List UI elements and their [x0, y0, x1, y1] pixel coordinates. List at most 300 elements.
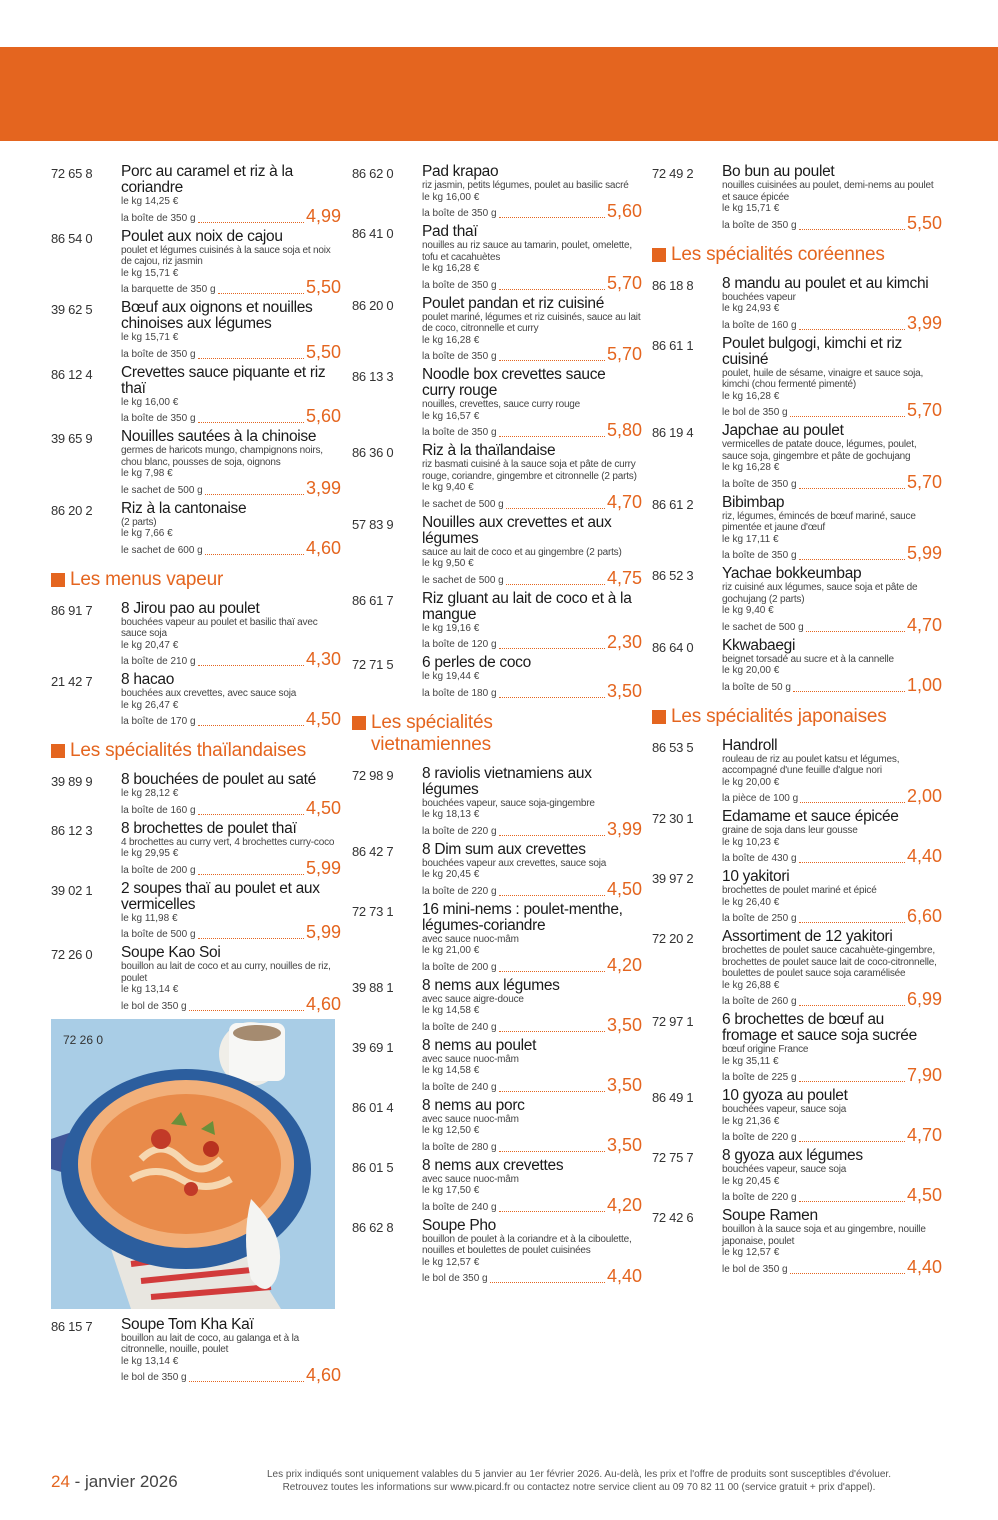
product-code: 86 15 7 [51, 1318, 93, 1334]
product-code: 21 42 7 [51, 674, 93, 689]
product-name: Poulet aux noix de cajou [121, 227, 283, 245]
product-code: 72 71 5 [352, 657, 394, 672]
unit-label: la boîte de 350 g [422, 208, 497, 219]
unit-label: la boîte de 260 g [722, 996, 797, 1007]
product-desc: bouchées vapeur, sauce soja-gingembre [422, 797, 595, 809]
price: 4,40 [606, 1266, 642, 1286]
price-per-kg: le kg 19,16 € [422, 622, 480, 634]
product-item [652, 929, 942, 1008]
unit-label: la boîte de 50 g [722, 681, 791, 693]
soup-photo [51, 1019, 335, 1309]
product-item [51, 429, 341, 497]
unit-label: le sachet de 500 g [722, 621, 804, 633]
product-code: 72 42 6 [652, 1210, 694, 1225]
dot-leader [800, 802, 905, 803]
product-desc: vermicelles de patate douce, légumes, poulet, sauce soja, gingembre et pâte de gochujang [722, 439, 917, 462]
price-per-kg: le kg 11,98 € [121, 912, 178, 924]
dot-leader [198, 874, 304, 875]
dot-leader [799, 862, 905, 863]
product-name: 8 nems au porc [422, 1096, 525, 1114]
dot-leader [499, 971, 605, 972]
product-code: 39 69 1 [352, 1039, 394, 1055]
price-per-kg: le kg 9,40 € [422, 482, 474, 493]
product-item [652, 276, 942, 332]
unit-label: la boîte de 350 g [121, 212, 196, 224]
product-item [352, 655, 642, 700]
price: 4,50 [305, 709, 341, 729]
product-item [652, 566, 942, 634]
unit-label: la boîte de 350 g [722, 478, 797, 490]
product-code: 86 61 1 [652, 337, 694, 353]
product-name: 8 hacao [121, 671, 175, 688]
unit-label: la boîte de 350 g [422, 351, 497, 362]
unit-label: la boîte de 200 g [422, 961, 497, 973]
price-per-kg: le kg 15,71 € [722, 203, 780, 214]
dot-leader [499, 835, 605, 836]
price-per-kg: le kg 12,57 € [722, 1247, 780, 1258]
price-per-kg: le kg 7,66 € [121, 528, 173, 539]
product-name: 8 mandu au poulet et au kimchi [722, 274, 929, 292]
section-title: Les spécialités thaïlandaises [70, 740, 307, 761]
unit-label: le bol de 350 g [121, 1372, 187, 1383]
dot-leader [793, 691, 905, 692]
product-name: Noodle box crevettes sauce curry rouge [422, 366, 606, 399]
product-name: 8 brochettes de poulet thaï [121, 819, 297, 837]
product-code: 39 65 9 [51, 431, 93, 446]
product-name: Assortiment de 12 yakitori [722, 928, 893, 945]
section-title: Les menus vapeur [70, 568, 224, 590]
dot-leader [499, 1091, 605, 1092]
price: 4,50 [906, 1185, 942, 1205]
product-item [352, 766, 642, 838]
product-item [652, 495, 942, 563]
product-item [652, 1088, 942, 1144]
unit-label: la boîte de 120 g [422, 639, 497, 650]
product-item [352, 1038, 642, 1094]
unit-label: la boîte de 220 g [722, 1192, 797, 1203]
product-code: 86 20 0 [352, 297, 394, 313]
product-code: 72 30 1 [652, 811, 694, 826]
product-desc: bouillon au lait de coco et au curry, nouilles de riz, poulet [121, 961, 331, 984]
price: 5,50 [305, 341, 341, 362]
unit-label: le bol de 350 g [722, 407, 788, 418]
dot-leader [806, 631, 905, 632]
product-name: 8 nems aux légumes [422, 976, 560, 994]
product-name: Crevettes sauce piquante et riz thaï [121, 363, 326, 397]
product-code: 86 64 0 [652, 639, 694, 655]
product-name: 8 nems aux crevettes [422, 1156, 564, 1174]
dot-leader [499, 1211, 605, 1212]
section-title: Les spécialités coréennes [671, 243, 885, 265]
product-name: Riz gluant au lait de coco et à la mangue [422, 589, 632, 623]
product-desc: 4 brochettes au curry vert, 4 brochettes curry-coco [121, 836, 335, 848]
price: 5,99 [906, 543, 942, 563]
price-per-kg: le kg 20,00 € [722, 776, 780, 788]
product-item [51, 300, 341, 361]
product-item [51, 945, 341, 1013]
product-code: 86 61 7 [352, 592, 394, 608]
section-title: Les spécialités japonaises [671, 705, 887, 727]
product-code: 86 91 7 [51, 602, 93, 618]
price: 5,60 [606, 201, 642, 221]
dot-leader [198, 222, 304, 223]
dot-leader [499, 1151, 605, 1152]
product-item [352, 591, 642, 652]
dot-leader [799, 922, 905, 923]
price-per-kg: le kg 26,47 € [121, 699, 179, 711]
product-desc: bouillon de poulet à la coriandre et à la ciboulette, nouilles et boulettes de poulet cuisinées [422, 1233, 632, 1256]
unit-label: la boîte de 160 g [722, 319, 797, 331]
price-per-kg: le kg 29,95 € [121, 848, 179, 859]
price: 4,30 [305, 649, 341, 669]
product-code: 72 98 9 [352, 767, 394, 783]
page-number [51, 1472, 178, 1492]
unit-label: la boîte de 350 g [722, 219, 797, 231]
unit-label: le sachet de 500 g [422, 498, 504, 510]
price: 2,30 [606, 632, 642, 652]
product-name: 8 raviolis vietnamiens aux légumes [422, 764, 592, 798]
unit-label: la boîte de 225 g [722, 1072, 797, 1083]
price-per-kg: le kg 15,71 € [121, 267, 179, 279]
dot-leader [499, 436, 605, 437]
product-code: 86 62 0 [352, 166, 394, 181]
product-desc: riz, légumes, émincés de bœuf mariné, sauce pimentée et jaune d'œuf [722, 510, 916, 533]
product-item [352, 902, 642, 974]
dot-leader [218, 293, 304, 294]
product-desc: poulet mariné, légumes et riz cuisinés, sauce au lait de coco, citronnelle et curry [422, 311, 641, 334]
product-desc: avec sauce nuoc-mâm [422, 1173, 519, 1185]
product-desc: brochettes de poulet sauce cacahuète-gingembre, brochettes de poulet sauce lait de coco-citronnelle, boulettes de poulet sauce soja caramélisée [722, 945, 937, 979]
product-item [352, 224, 642, 292]
product-code: 72 73 1 [352, 903, 394, 919]
product-desc: avec sauce nuoc-mâm [422, 1113, 519, 1125]
product-item [51, 1317, 341, 1385]
price: 4,40 [906, 846, 942, 866]
product-code: 86 18 8 [652, 277, 694, 293]
unit-label: le sachet de 500 g [422, 574, 504, 586]
price: 4,70 [906, 614, 942, 635]
price: 2,00 [906, 786, 942, 806]
dot-leader [198, 665, 304, 666]
unit-label: la boîte de 220 g [722, 1132, 797, 1143]
product-name: 8 Dim sum aux crevettes [422, 840, 586, 858]
price-per-kg: le kg 16,00 € [422, 191, 480, 203]
price-per-kg: le kg 26,88 € [722, 979, 780, 991]
price-per-kg: le kg 18,13 € [422, 809, 480, 820]
unit-label: la boîte de 240 g [422, 1081, 497, 1093]
price-per-kg: le kg 16,57 € [422, 410, 480, 422]
product-item [352, 842, 642, 898]
footer-note [209, 1468, 949, 1494]
price: 3,50 [606, 680, 642, 701]
unit-label: la boîte de 180 g [422, 687, 497, 699]
price-per-kg: le kg 21,00 € [422, 945, 480, 956]
dot-leader [799, 1141, 905, 1142]
dot-leader [499, 1031, 605, 1032]
product-code: 72 97 1 [652, 1014, 694, 1029]
section-header [352, 712, 642, 756]
price-per-kg: le kg 15,71 € [121, 332, 179, 343]
product-name: 8 bouchées de poulet au saté [121, 771, 316, 788]
product-desc: bouchées aux crevettes, avec sauce soja [121, 688, 297, 699]
price: 4,60 [305, 537, 341, 558]
product-item [51, 164, 341, 225]
product-name: Riz à la thaïlandaise [422, 442, 556, 459]
dot-leader [499, 697, 605, 698]
unit-label: la boîte de 350 g [722, 550, 797, 561]
product-item [51, 501, 341, 557]
product-desc: germes de haricots mungo, champignons noirs, chou blanc, pousses de soja, oignons [121, 445, 323, 468]
price-per-kg: le kg 9,50 € [422, 558, 474, 569]
product-name: 10 yakitori [722, 868, 790, 885]
product-name: Riz à la cantonaise [121, 499, 247, 517]
unit-label: la pièce de 100 g [722, 793, 799, 804]
product-item [352, 1158, 642, 1214]
product-item [652, 638, 942, 694]
dot-leader [799, 559, 905, 560]
product-desc: riz basmati cuisiné à la sauce soja et pâte de curry rouge, coriandre, gingembre et citronnelle (2 parts) [422, 459, 637, 482]
price: 5,99 [305, 857, 341, 878]
product-name: Yachae bokkeumbap [722, 565, 862, 582]
section-header [51, 740, 341, 762]
product-code: 86 01 4 [352, 1099, 394, 1115]
price: 7,90 [906, 1065, 942, 1085]
product-name: 10 gyoza au poulet [722, 1087, 848, 1104]
product-desc: bouchées vapeur [722, 291, 796, 303]
product-desc: brochettes de poulet mariné et épicé [722, 885, 877, 896]
price-per-kg: le kg 16,28 € [422, 334, 480, 346]
product-name: Soupe Kao Soi [121, 944, 221, 961]
page-num: 24 [51, 1472, 70, 1491]
price: 3,50 [606, 1074, 642, 1095]
product-item [352, 443, 642, 511]
product-desc: bouchées vapeur au poulet et basilic thaï avec sauce soja [121, 616, 318, 639]
product-code: 86 01 5 [352, 1159, 394, 1175]
price: 4,50 [606, 878, 642, 899]
price: 5,50 [906, 212, 942, 233]
section-marker [51, 744, 65, 758]
product-desc: riz cuisiné aux légumes, sauce soja et pâte de gochujang (2 parts) [722, 582, 918, 605]
unit-label: la boîte de 350 g [422, 279, 497, 291]
product-desc: poulet et légumes cuisinés à la sauce soja et noix de cajou, riz jasmin [121, 244, 331, 267]
product-name: 8 nems au poulet [422, 1036, 537, 1054]
product-name: Bibimbap [722, 493, 785, 511]
price: 4,99 [305, 205, 341, 226]
price: 4,75 [606, 567, 642, 588]
price-per-kg: le kg 9,40 € [722, 605, 774, 616]
price: 5,70 [906, 400, 942, 420]
price: 5,60 [305, 406, 341, 426]
section-marker [352, 716, 366, 730]
price-per-kg: le kg 16,00 € [121, 396, 179, 408]
page-date: - janvier 2026 [69, 1472, 178, 1491]
section-header [51, 569, 341, 591]
price: 4,70 [906, 1125, 942, 1145]
photo-product-code: 72 26 0 [63, 1032, 104, 1047]
product-name: Pad krapao [422, 163, 499, 180]
price-per-kg: le kg 20,45 € [722, 1175, 780, 1187]
product-name: 6 brochettes de bœuf au fromage et sauce soja sucrée [722, 1011, 917, 1044]
unit-label: la boîte de 500 g [121, 929, 196, 940]
price-per-kg: le kg 17,11 € [722, 533, 779, 545]
dot-leader [506, 584, 605, 585]
product-item [51, 672, 341, 728]
dot-leader [205, 494, 304, 495]
footer-note-line1: Les prix indiqués sont uniquement valables du 5 janvier au 1er février 2026. Au-delà, les prix et l'offre de produits sont susceptibles d'évoluer. [266, 1469, 891, 1480]
product-name: Soupe Tom Kha Kaï [121, 1315, 254, 1333]
unit-label: la boîte de 240 g [422, 1201, 497, 1213]
price: 3,99 [305, 477, 341, 498]
product-item [652, 809, 942, 865]
dot-leader [799, 488, 905, 489]
product-name: Kkwabaegi [722, 636, 796, 654]
unit-label: la boîte de 200 g [121, 864, 196, 876]
price-per-kg: le kg 16,28 € [422, 263, 480, 274]
product-code: 39 97 2 [652, 871, 694, 886]
price: 3,50 [606, 1014, 642, 1035]
product-code: 39 88 1 [352, 979, 394, 995]
section-marker [51, 573, 65, 587]
price: 4,20 [606, 1194, 642, 1215]
product-item [352, 978, 642, 1034]
unit-label: la boîte de 350 g [121, 413, 196, 424]
price-per-kg: le kg 35,11 € [722, 1055, 779, 1067]
product-code: 86 62 8 [352, 1219, 394, 1235]
product-desc: bouchées vapeur aux crevettes, sauce soja [422, 857, 607, 869]
section-marker [652, 248, 666, 262]
unit-label: la boîte de 240 g [422, 1021, 497, 1033]
column-1 [51, 164, 341, 1388]
dot-leader [198, 422, 304, 423]
product-item [51, 821, 341, 877]
dot-leader [506, 508, 605, 509]
product-name: 2 soupes thaï au poulet et aux vermicelles [121, 879, 320, 913]
product-item [352, 1098, 642, 1154]
unit-label: le bol de 350 g [121, 1000, 187, 1012]
price-per-kg: le kg 12,50 € [422, 1125, 480, 1136]
product-desc: riz jasmin, petits légumes, poulet au basilic sacré [422, 180, 629, 191]
product-item [652, 1208, 942, 1276]
price: 6,60 [906, 906, 942, 926]
price-per-kg: le kg 14,25 € [121, 196, 179, 207]
product-desc: bouchées vapeur, sauce soja [722, 1164, 847, 1175]
price: 3,99 [606, 818, 642, 839]
product-code: 39 89 9 [51, 774, 93, 789]
product-code: 57 83 9 [352, 516, 394, 532]
dot-leader [799, 1081, 905, 1082]
dot-leader [490, 1282, 605, 1283]
dot-leader [198, 814, 304, 815]
product-name: 8 Jirou pao au poulet [121, 599, 260, 617]
price: 5,70 [906, 471, 942, 492]
price-per-kg: le kg 14,58 € [422, 1005, 480, 1016]
price-per-kg: le kg 7,98 € [121, 468, 173, 479]
price: 6,99 [906, 989, 942, 1009]
product-item [352, 515, 642, 587]
product-desc: sauce au lait de coco et au gingembre (2 parts) [422, 546, 622, 558]
unit-label: la boîte de 210 g [121, 656, 196, 667]
product-name: Soupe Pho [422, 1216, 497, 1234]
price: 3,50 [606, 1134, 642, 1155]
product-code: 86 36 0 [352, 445, 394, 460]
product-item [652, 336, 942, 420]
dot-leader [799, 1005, 905, 1006]
product-name: Bo bun au poulet [722, 163, 835, 180]
dot-leader [189, 1010, 304, 1011]
product-name: Soupe Ramen [722, 1207, 818, 1224]
product-name: 6 perles de coco [422, 654, 531, 671]
price: 4,70 [606, 491, 642, 512]
unit-label: le sachet de 600 g [121, 544, 203, 556]
unit-label: la boîte de 220 g [422, 825, 497, 837]
dot-leader [799, 329, 905, 330]
unit-label: la boîte de 220 g [422, 885, 497, 897]
product-desc: avec sauce nuoc-mâm [422, 933, 519, 945]
price-per-kg: le kg 10,23 € [722, 836, 780, 848]
column-3 [652, 164, 942, 1280]
product-item [352, 367, 642, 439]
product-code: 86 41 0 [352, 226, 394, 241]
dot-leader [198, 358, 304, 359]
product-code: 39 62 5 [51, 302, 93, 317]
product-desc: bouillon au lait de coco, au galanga et à la citronnelle, nouille, poulet [121, 1332, 300, 1355]
product-code: 86 13 3 [352, 369, 394, 384]
price-per-kg: le kg 13,14 € [121, 984, 179, 995]
price-per-kg: le kg 20,00 € [722, 665, 780, 676]
section-header [652, 706, 942, 728]
product-item [652, 423, 942, 491]
price-per-kg: le kg 14,58 € [422, 1065, 480, 1076]
product-name: Poulet pandan et riz cuisiné [422, 294, 605, 312]
price-per-kg: le kg 12,57 € [422, 1256, 480, 1268]
unit-label: le sachet de 500 g [121, 484, 203, 496]
product-item [51, 365, 341, 426]
product-item [652, 164, 942, 232]
price-per-kg: le kg 19,44 € [422, 671, 480, 682]
column-2 [352, 164, 642, 1289]
unit-label: la boîte de 250 g [722, 913, 797, 924]
product-desc: rouleau de riz au poulet katsu et légumes, accompagné d'une feuille d'algue nori [722, 753, 900, 776]
product-item [652, 869, 942, 925]
unit-label: la boîte de 170 g [121, 716, 196, 727]
section-marker [652, 710, 666, 724]
footer-note-line2: Retrouvez toutes les informations sur www.picard.fr ou contactez notre service client au 09 70 82 11 00 (service gratuit + prix d'appel). [282, 1482, 876, 1493]
product-code: 86 19 4 [652, 425, 694, 440]
header-banner [0, 47, 998, 141]
price-per-kg: le kg 13,14 € [121, 1355, 179, 1367]
price: 1,00 [906, 674, 942, 695]
product-code: 86 20 2 [51, 502, 93, 518]
product-item [51, 772, 341, 817]
dot-leader [499, 217, 605, 218]
product-name: Edamame et sauce épicée [722, 808, 899, 825]
price: 5,99 [305, 922, 341, 942]
product-name: Nouilles aux crevettes et aux légumes [422, 513, 612, 547]
product-name: Pad thaï [422, 223, 478, 240]
product-item [652, 1012, 942, 1084]
price-per-kg: le kg 17,50 € [422, 1185, 480, 1196]
dot-leader [499, 895, 605, 896]
product-item [352, 1218, 642, 1286]
product-name: Porc au caramel et riz à la coriandre [121, 163, 293, 196]
unit-label: la boîte de 350 g [121, 348, 196, 360]
unit-label: la boîte de 160 g [121, 804, 196, 816]
price: 5,70 [606, 272, 642, 293]
product-desc: bouchées vapeur, sauce soja [722, 1104, 847, 1115]
price-per-kg: le kg 24,93 € [722, 303, 780, 314]
unit-label: la boîte de 430 g [722, 853, 797, 864]
product-desc: nouilles cuisinées au poulet, demi-nems au poulet et sauce épicée [722, 180, 934, 203]
